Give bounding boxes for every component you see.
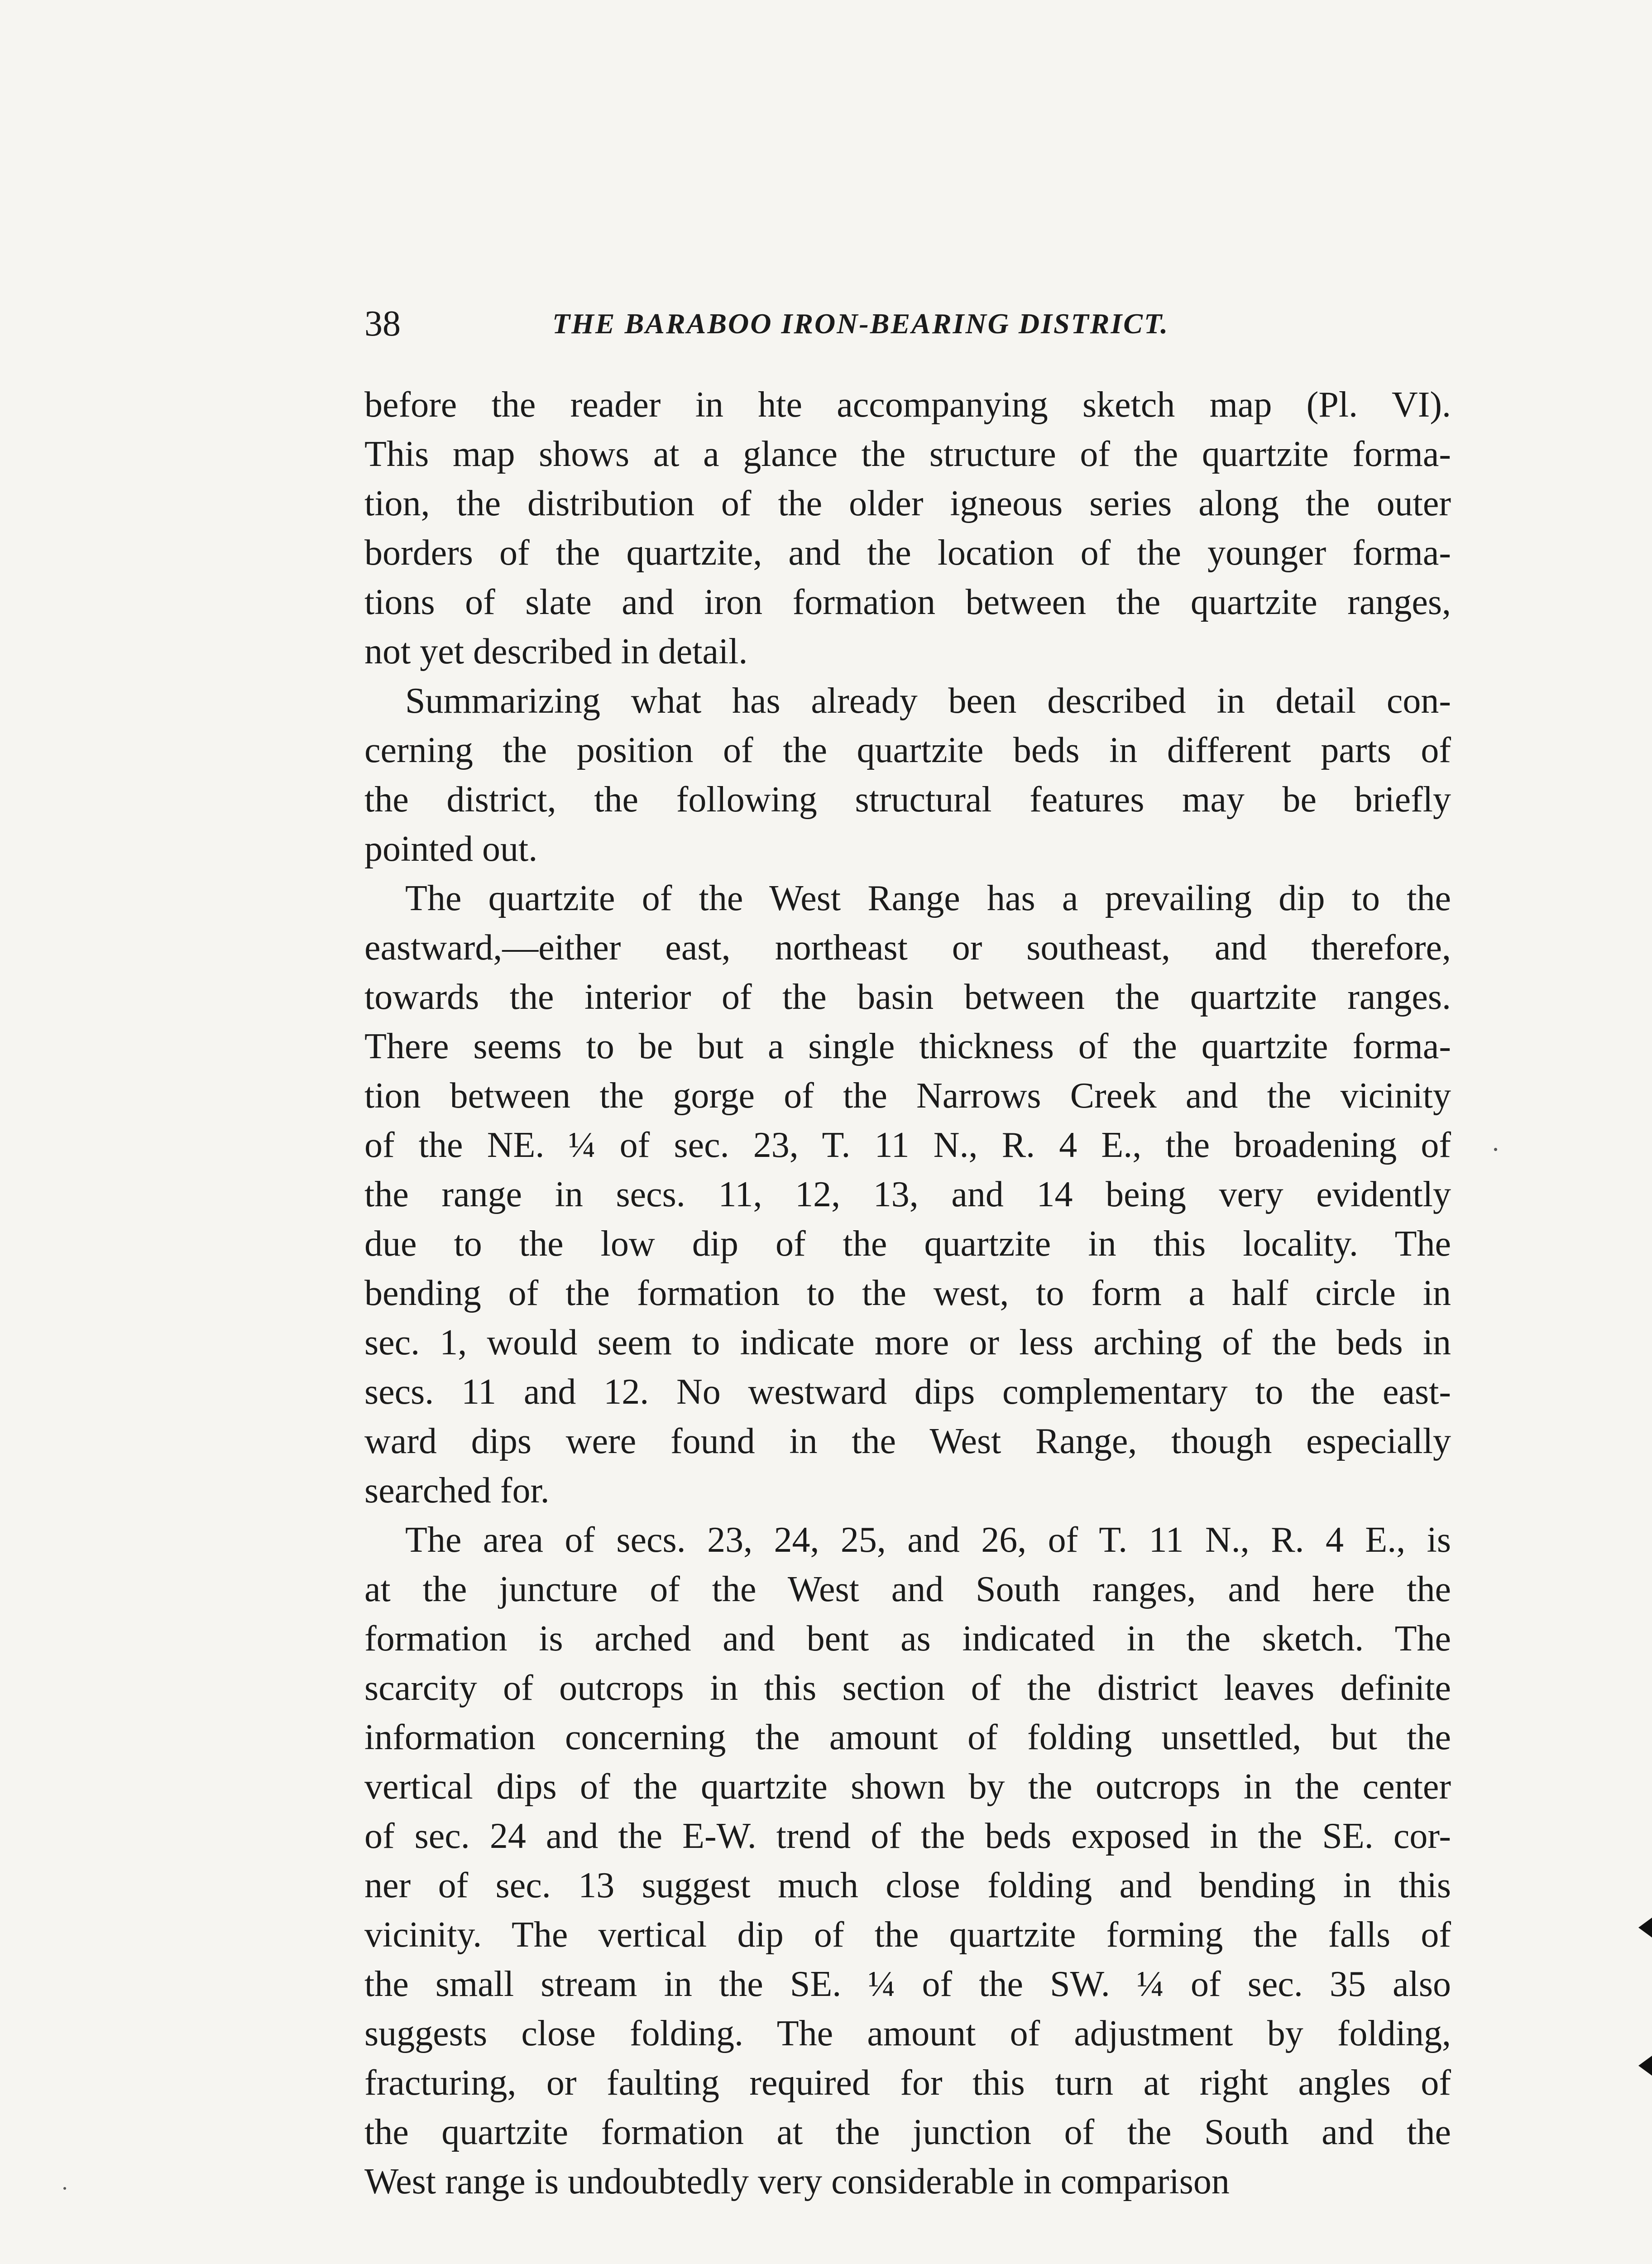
text-line: the district, the following structural features may be briefly: [364, 780, 1451, 820]
text-line: Summarizing what has already been described in detail con-: [405, 681, 1451, 721]
text-line: West range is undoubtedly very considerable in comparison: [364, 2162, 1230, 2202]
text-line: formation is arched and bent as indicated in the sketch. The: [364, 1619, 1451, 1659]
text-line: tions of slate and iron formation between the quartzite ranges,: [364, 582, 1451, 622]
paragraph: [364, 380, 1451, 676]
text-line: ner of sec. 13 suggest much close folding and bending in this: [364, 1866, 1451, 1905]
text-line: fracturing, or faulting required for this turn at right angles of: [364, 2063, 1451, 2103]
text-line: of the NE. ¼ of sec. 23, T. 11 N., R. 4 E., the broadening of: [364, 1125, 1451, 1165]
text-line: the small stream in the SE. ¼ of the SW. ¼ of sec. 35 also: [364, 1964, 1451, 2004]
text-line: searched for.: [364, 1471, 550, 1511]
text-line: before the reader in hte accompanying sketch map (Pl. VI).: [364, 385, 1451, 425]
text-line: There seems to be but a single thickness of the quartzite forma-: [364, 1026, 1451, 1066]
text-line: of sec. 24 and the E-W. trend of the beds exposed in the SE. cor-: [364, 1816, 1451, 1856]
text-line: ward dips were found in the West Range, though especially: [364, 1421, 1451, 1461]
margin-arrow-mark: [1638, 1918, 1652, 1938]
page-number: 38: [364, 304, 401, 344]
text-line: information concerning the amount of folding unsettled, but the: [364, 1717, 1451, 1757]
body-text: [364, 380, 1451, 2206]
text-line: This map shows at a glance the structure of the quartzite forma-: [364, 434, 1451, 474]
text-line: secs. 11 and 12. No westward dips complementary to the east-: [364, 1372, 1451, 1412]
paragraph: [364, 1516, 1451, 2206]
text-line: vicinity. The vertical dip of the quartzite forming the falls of: [364, 1915, 1451, 1955]
text-line: due to the low dip of the quartzite in this locality. The: [364, 1224, 1451, 1264]
text-line: bending of the formation to the west, to form a half circle in: [364, 1273, 1451, 1313]
text-line: the range in secs. 11, 12, 13, and 14 being very evidently: [364, 1175, 1451, 1214]
text-line: at the juncture of the West and South ranges, and here the: [364, 1569, 1451, 1609]
paragraph: [364, 874, 1451, 1516]
paragraph: [364, 676, 1451, 874]
text-line: not yet described in detail.: [364, 632, 748, 672]
text-line: suggests close folding. The amount of adjustment by folding,: [364, 2014, 1451, 2053]
text-line: cerning the position of the quartzite beds in different parts of: [364, 730, 1451, 770]
text-line: the quartzite formation at the junction of the South and the: [364, 2112, 1451, 2152]
scan-speck: [63, 2187, 66, 2190]
text-line: towards the interior of the basin between the quartzite ranges.: [364, 977, 1451, 1017]
text-line: eastward,—either east, northeast or southeast, and therefore,: [364, 928, 1451, 968]
margin-arrow-mark: [1638, 2056, 1652, 2076]
running-title: THE BARABOO IRON-BEARING DISTRICT.: [552, 307, 1169, 340]
text-line: The area of secs. 23, 24, 25, and 26, of T. 11 N., R. 4 E., is: [405, 1520, 1451, 1560]
text-line: borders of the quartzite, and the location of the younger forma-: [364, 533, 1451, 573]
text-line: sec. 1, would seem to indicate more or less arching of the beds in: [364, 1323, 1451, 1362]
page-header: [364, 294, 1451, 353]
text-line: vertical dips of the quartzite shown by the outcrops in the center: [364, 1767, 1451, 1807]
text-line: scarcity of outcrops in this section of the district leaves definite: [364, 1668, 1451, 1708]
text-line: tion, the distribution of the older igneous series along the outer: [364, 484, 1451, 523]
text-line: The quartzite of the West Range has a prevailing dip to the: [405, 878, 1451, 918]
scan-speck: [1494, 1148, 1497, 1151]
text-line: tion between the gorge of the Narrows Creek and the vicinity: [364, 1076, 1451, 1116]
text-line: pointed out.: [364, 829, 538, 869]
